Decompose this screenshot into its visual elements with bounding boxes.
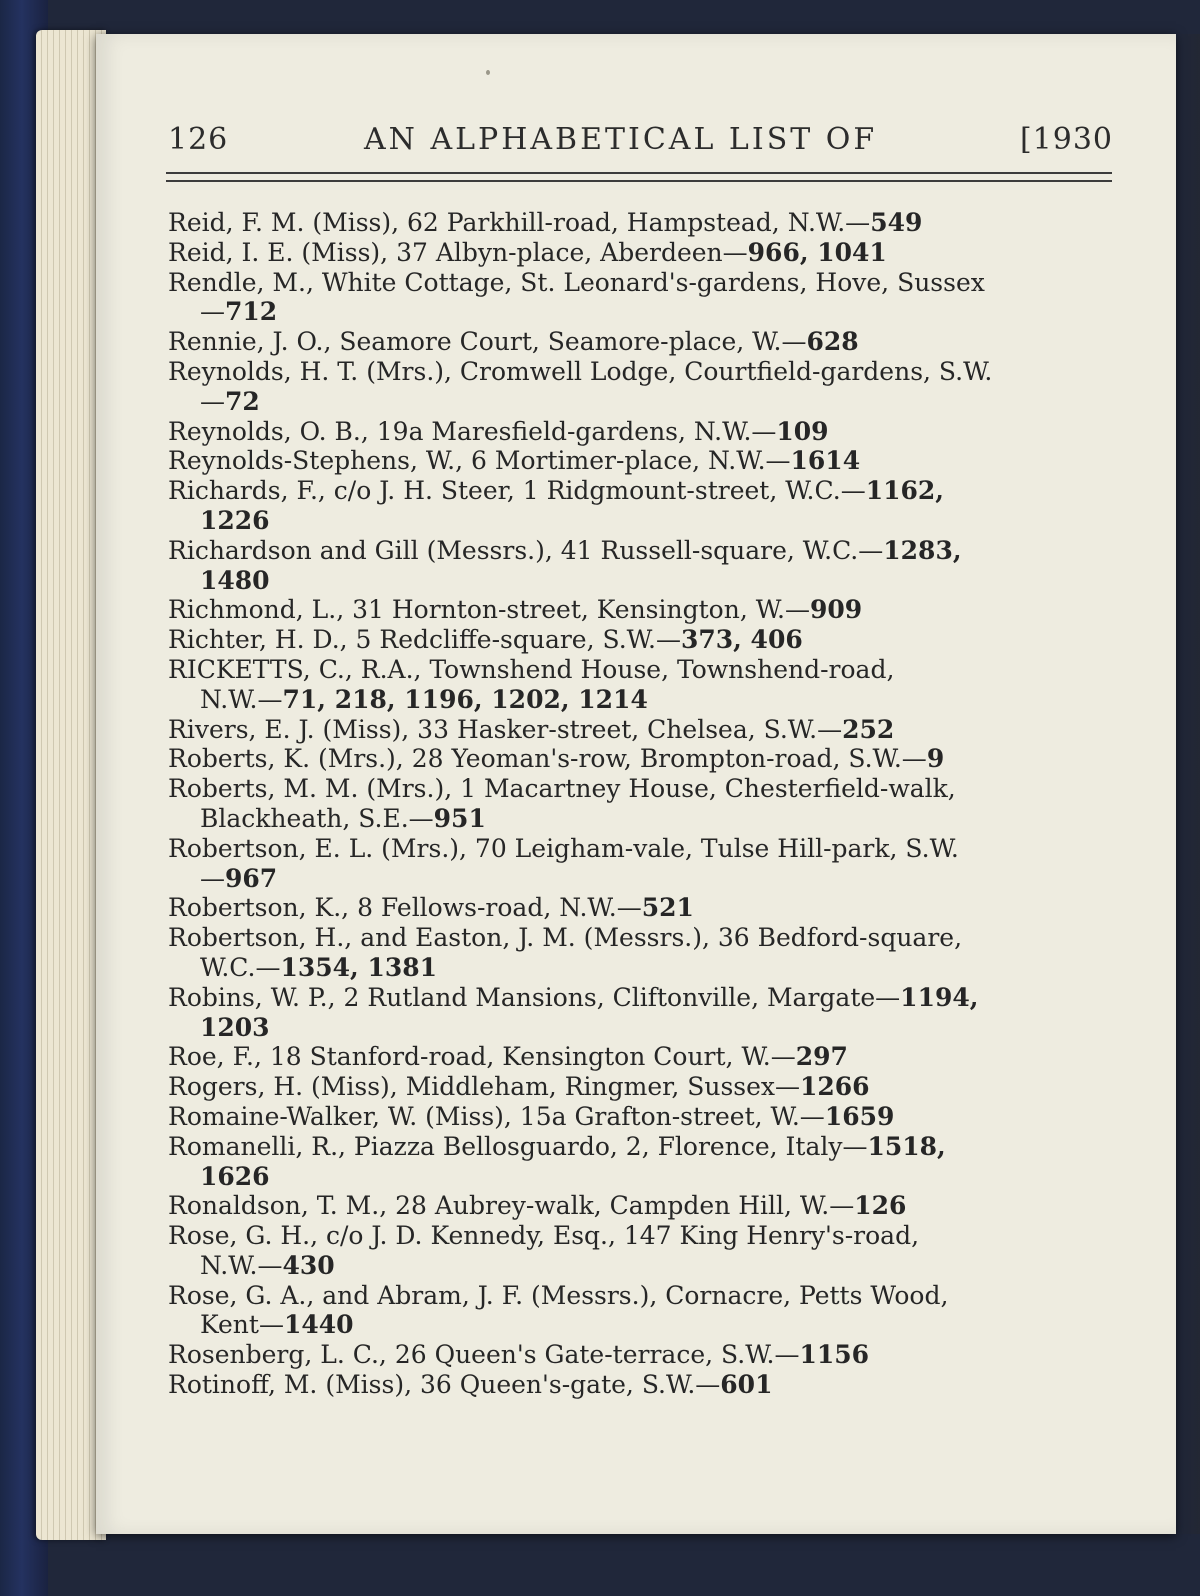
directory-entry <box>168 1191 1113 1221</box>
entry-numbers: 1614 <box>790 446 861 476</box>
entry-text: Ronaldson, T. M., 28 Aubrey-walk, Campden Hill, W.— <box>168 1191 855 1221</box>
entry-numbers: 1626 <box>200 1161 270 1191</box>
entry-text: Richmond, L., 31 Hornton-street, Kensington, W.— <box>168 595 810 625</box>
entry-text: Reynolds-Stephens, W., 6 Mortimer-place, N.W.— <box>168 446 791 476</box>
entry-numbers: 1440 <box>283 1310 354 1340</box>
directory-entry <box>168 238 1113 268</box>
entry-text: Rivers, E. J. (Miss), 33 Hasker-street, Chelsea, S.W.— <box>168 714 843 744</box>
entry-numbers: 9 <box>926 744 945 774</box>
directory-entry <box>168 208 1113 238</box>
entry-text: — <box>200 386 225 416</box>
entry-text: Romanelli, R., Piazza Bellosguardo, 2, Florence, Italy— <box>168 1131 868 1161</box>
entry-numbers: 521 <box>641 893 694 923</box>
directory-entry <box>168 1281 1113 1341</box>
entry-text: — <box>200 863 225 893</box>
entry-numbers: 1354, 1381 <box>280 952 438 982</box>
entry-numbers: 909 <box>809 595 863 625</box>
directory-entry <box>168 625 1113 655</box>
page-title: AN ALPHABETICAL LIST OF <box>364 122 878 157</box>
entry-numbers: 1203 <box>200 1012 270 1042</box>
entry-text: Roberts, K. (Mrs.), 28 Yeoman's-row, Brompton-road, S.W.— <box>168 744 927 774</box>
entry-text: N.W.— <box>200 1250 283 1280</box>
entry-numbers: 297 <box>795 1042 848 1072</box>
directory-entry <box>168 1072 1113 1102</box>
entry-numbers: 628 <box>806 327 859 357</box>
running-header <box>168 118 1113 162</box>
entry-numbers: 967 <box>225 863 278 893</box>
directory-entry <box>168 715 1113 745</box>
entry-numbers: 549 <box>870 208 923 237</box>
entry-numbers: 126 <box>854 1191 907 1221</box>
header-year: [1930 <box>1019 122 1113 157</box>
entry-text: Reynolds, H. T. (Mrs.), Cromwell Lodge, Courtfield-gardens, S.W. <box>168 356 993 386</box>
header-rule-bottom <box>166 180 1112 182</box>
entry-numbers: 1226 <box>200 505 270 535</box>
entry-text: Roe, F., 18 Stanford-road, Kensington Court, W.— <box>168 1042 796 1072</box>
directory-entry <box>168 923 1113 983</box>
entry-text: RICKETTS, C., R.A., Townshend House, Townshend-road, <box>168 654 895 684</box>
directory-entry <box>168 536 1113 596</box>
entry-numbers: 71, 218, 1196, 1202, 1214 <box>282 684 648 714</box>
page-number: 126 <box>168 122 229 157</box>
entry-text: Romaine-Walker, W. (Miss), 15a Grafton-street, W.— <box>168 1101 825 1131</box>
entry-text: Reid, I. E. (Miss), 37 Albyn-place, Aberdeen— <box>168 237 748 267</box>
entry-numbers: 252 <box>842 714 895 744</box>
entry-text: Kent— <box>200 1310 284 1340</box>
entry-text: Roberts, M. M. (Mrs.), 1 Macartney House, Chesterfield-walk, <box>168 774 956 804</box>
entry-numbers: 601 <box>720 1370 773 1400</box>
entry-text: Reid, F. M. (Miss), 62 Parkhill-road, Hampstead, N.W.— <box>168 208 871 237</box>
entry-text: Blackheath, S.E.— <box>200 803 434 833</box>
entry-text: Rotinoff, M. (Miss), 36 Queen's-gate, S.W.— <box>168 1370 721 1400</box>
entry-text: Rendle, M., White Cottage, St. Leonard's-gardens, Hove, Sussex <box>168 267 985 297</box>
directory-entry <box>168 834 1113 894</box>
directory-entry <box>168 1370 1113 1400</box>
entry-text: Robins, W. P., 2 Rutland Mansions, Cliftonville, Margate— <box>168 982 901 1012</box>
directory-entry <box>168 774 1113 834</box>
directory-entry <box>168 417 1113 447</box>
entry-text: Robertson, H., and Easton, J. M. (Messrs.), 36 Bedford-square, <box>168 923 963 953</box>
entry-text: Rogers, H. (Miss), Middleham, Ringmer, Sussex— <box>168 1072 800 1102</box>
directory-entry <box>168 1042 1113 1072</box>
directory-entry <box>168 1132 1113 1192</box>
entry-text: Rennie, J. O., Seamore Court, Seamore-place, W.— <box>168 327 807 357</box>
entry-numbers: 72 <box>225 386 260 416</box>
entry-numbers: 966, 1041 <box>747 237 887 267</box>
entry-numbers: 712 <box>225 297 278 327</box>
directory-entry <box>168 476 1113 536</box>
entry-text: Richardson and Gill (Messrs.), 41 Russell-square, W.C.— <box>168 535 884 565</box>
entry-text: Robertson, E. L. (Mrs.), 70 Leigham-vale, Tulse Hill-park, S.W. <box>168 833 959 863</box>
entry-text: Reynolds, O. B., 19a Maresfield-gardens, N.W.— <box>168 416 777 446</box>
entry-numbers: 1194, <box>900 982 979 1012</box>
entry-text: Robertson, K., 8 Fellows-road, N.W.— <box>168 893 642 923</box>
directory-entry <box>168 1340 1113 1370</box>
directory-entry <box>168 983 1113 1043</box>
entry-numbers: 1156 <box>799 1340 870 1370</box>
entry-numbers: 1480 <box>200 565 270 595</box>
directory-entry <box>168 357 1113 417</box>
directory-entry <box>168 893 1113 923</box>
entry-text: Richards, F., c/o J. H. Steer, 1 Ridgmount-street, W.C.— <box>168 476 866 506</box>
entry-numbers: 1162, <box>865 476 944 506</box>
entry-numbers: 373, 406 <box>680 625 803 655</box>
entry-text: Rosenberg, L. C., 26 Queen's Gate-terrace, S.W.— <box>168 1340 800 1370</box>
paper-speck <box>486 70 490 75</box>
entry-numbers: 109 <box>776 416 829 446</box>
directory-entry <box>168 655 1113 715</box>
directory-entry <box>168 268 1113 328</box>
entry-numbers: 430 <box>282 1250 335 1280</box>
directory-entry <box>168 744 1113 774</box>
directory-entry <box>168 446 1113 476</box>
entry-text: — <box>200 297 225 327</box>
entry-text: Richter, H. D., 5 Redcliffe-square, S.W.— <box>168 625 681 655</box>
entry-numbers: 951 <box>433 803 486 833</box>
entry-text: Rose, G. A., and Abram, J. F. (Messrs.), Cornacre, Petts Wood, <box>168 1280 949 1310</box>
entry-numbers: 1266 <box>800 1072 870 1102</box>
entry-numbers: 1659 <box>824 1101 895 1131</box>
entry-text: Rose, G. H., c/o J. D. Kennedy, Esq., 147 King Henry's-road, <box>168 1221 920 1251</box>
directory-entry <box>168 1102 1113 1132</box>
entry-text: N.W.— <box>200 684 283 714</box>
entry-numbers: 1518, <box>867 1131 946 1161</box>
entry-numbers: 1283, <box>883 535 962 565</box>
entry-text: W.C.— <box>200 952 281 982</box>
gutter-shadow <box>1176 34 1200 1534</box>
directory-list <box>168 208 1113 1400</box>
directory-entry <box>168 1221 1113 1281</box>
header-rule-top <box>166 172 1112 174</box>
directory-entry <box>168 595 1113 625</box>
directory-entry <box>168 327 1113 357</box>
